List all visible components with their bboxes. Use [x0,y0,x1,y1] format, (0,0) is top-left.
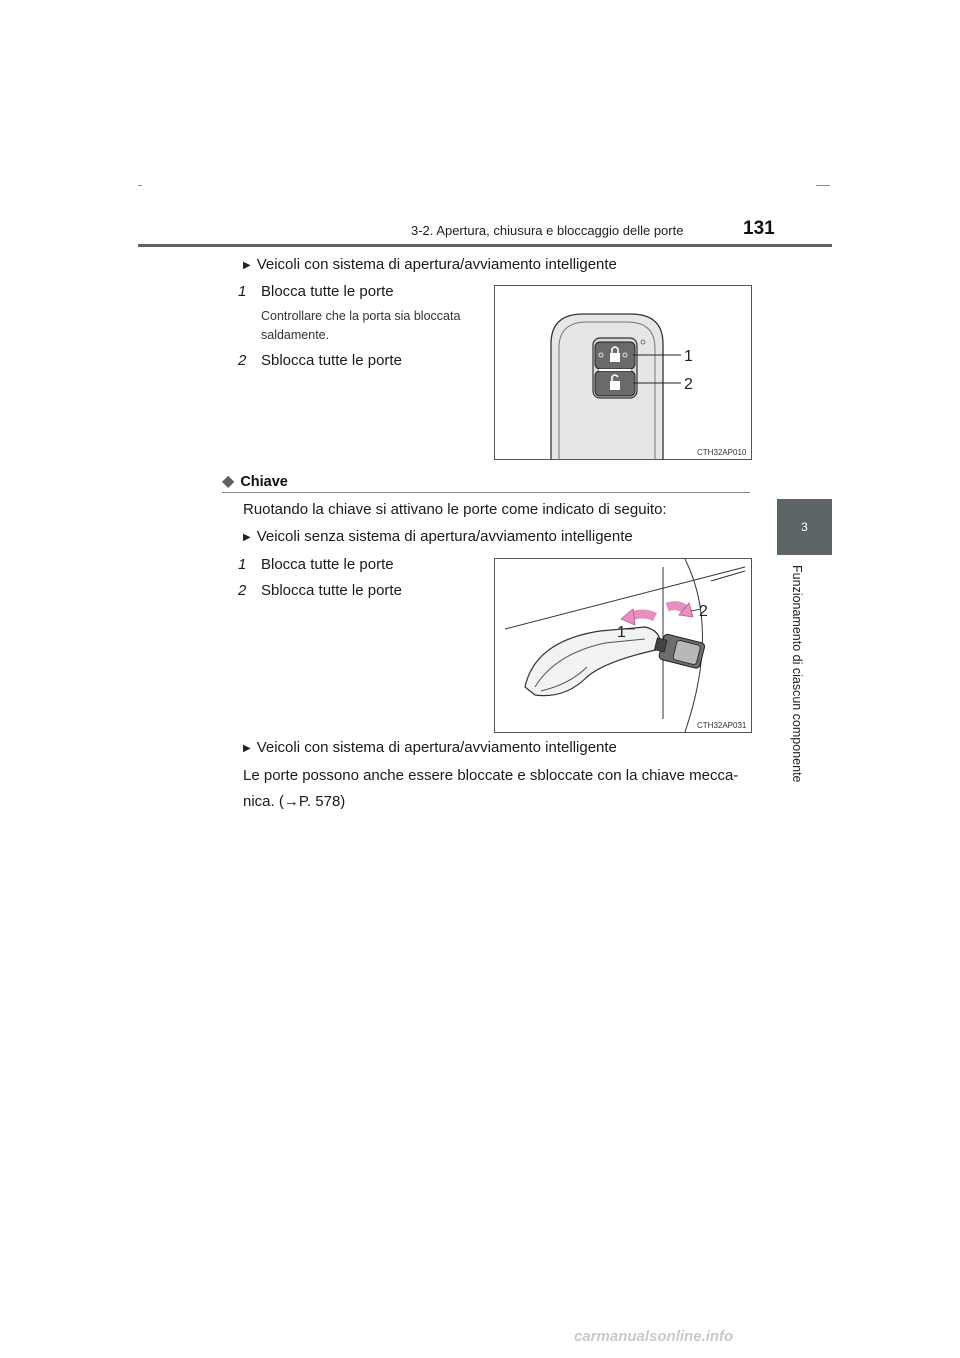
item-note: Controllare che la porta sia bloccata [261,309,461,323]
header-rule [138,244,832,247]
key-intro: Ruotando la chiave si attivano le porte come indicato di seguito: [243,501,667,518]
triangle-bullet-icon: ▶ [243,743,251,754]
crop-mark-left [138,185,142,186]
key-subheading-2: ▶ Veicoli con sistema di apertura/avviamento intelligente [243,739,617,756]
figure-code: CTH32AP010 [697,448,747,457]
callout-label: 2 [684,376,693,393]
item-note: saldamente. [261,328,330,342]
block1-heading: ▶ Veicoli con sistema di apertura/avviamento intelligente [243,256,617,273]
item-label: Blocca tutte le porte [261,283,394,300]
smart-key-illustration [495,286,751,459]
crop-mark-right [816,185,830,186]
key-subheading: ▶ Veicoli senza sistema di apertura/avviamento intelligente [243,528,633,545]
triangle-bullet-icon: ▶ [243,532,251,543]
diamond-bullet-icon: ◆ [222,473,235,490]
item-number: 1 [238,283,247,300]
page-number: 131 [743,218,775,239]
callout-label: 1 [684,348,693,365]
chapter-title: Funzionamento di ciascun componente [790,565,804,783]
item-label: Sblocca tutte le porte [261,352,402,369]
chapter-number: 3 [801,520,808,534]
key-note: Le porte possono anche essere bloccate e sbloccate con la chiave mecca- [243,767,739,784]
figure-key-door-handle [494,558,752,733]
watermark: carmanualsonline.info [574,1328,734,1345]
item-label: Sblocca tutte le porte [261,582,402,599]
key-note: nica. (→P. 578) [243,793,346,810]
triangle-bullet-icon: ▶ [243,260,251,271]
section-title: 3-2. Apertura, chiusura e bloccaggio delle porte [411,223,684,238]
key-section-title: ◆ Chiave [222,473,288,490]
subsection-rule [222,492,750,493]
item-label: Blocca tutte le porte [261,556,394,573]
callout-label: 2 [699,603,708,620]
item-number: 1 [238,556,247,573]
door-handle-illustration [495,559,751,732]
figure-smart-key [494,285,752,460]
item-number: 2 [238,582,247,599]
callout-label: 1 [617,624,626,641]
figure-code: CTH32AP031 [697,721,747,730]
item-number: 2 [238,352,247,369]
